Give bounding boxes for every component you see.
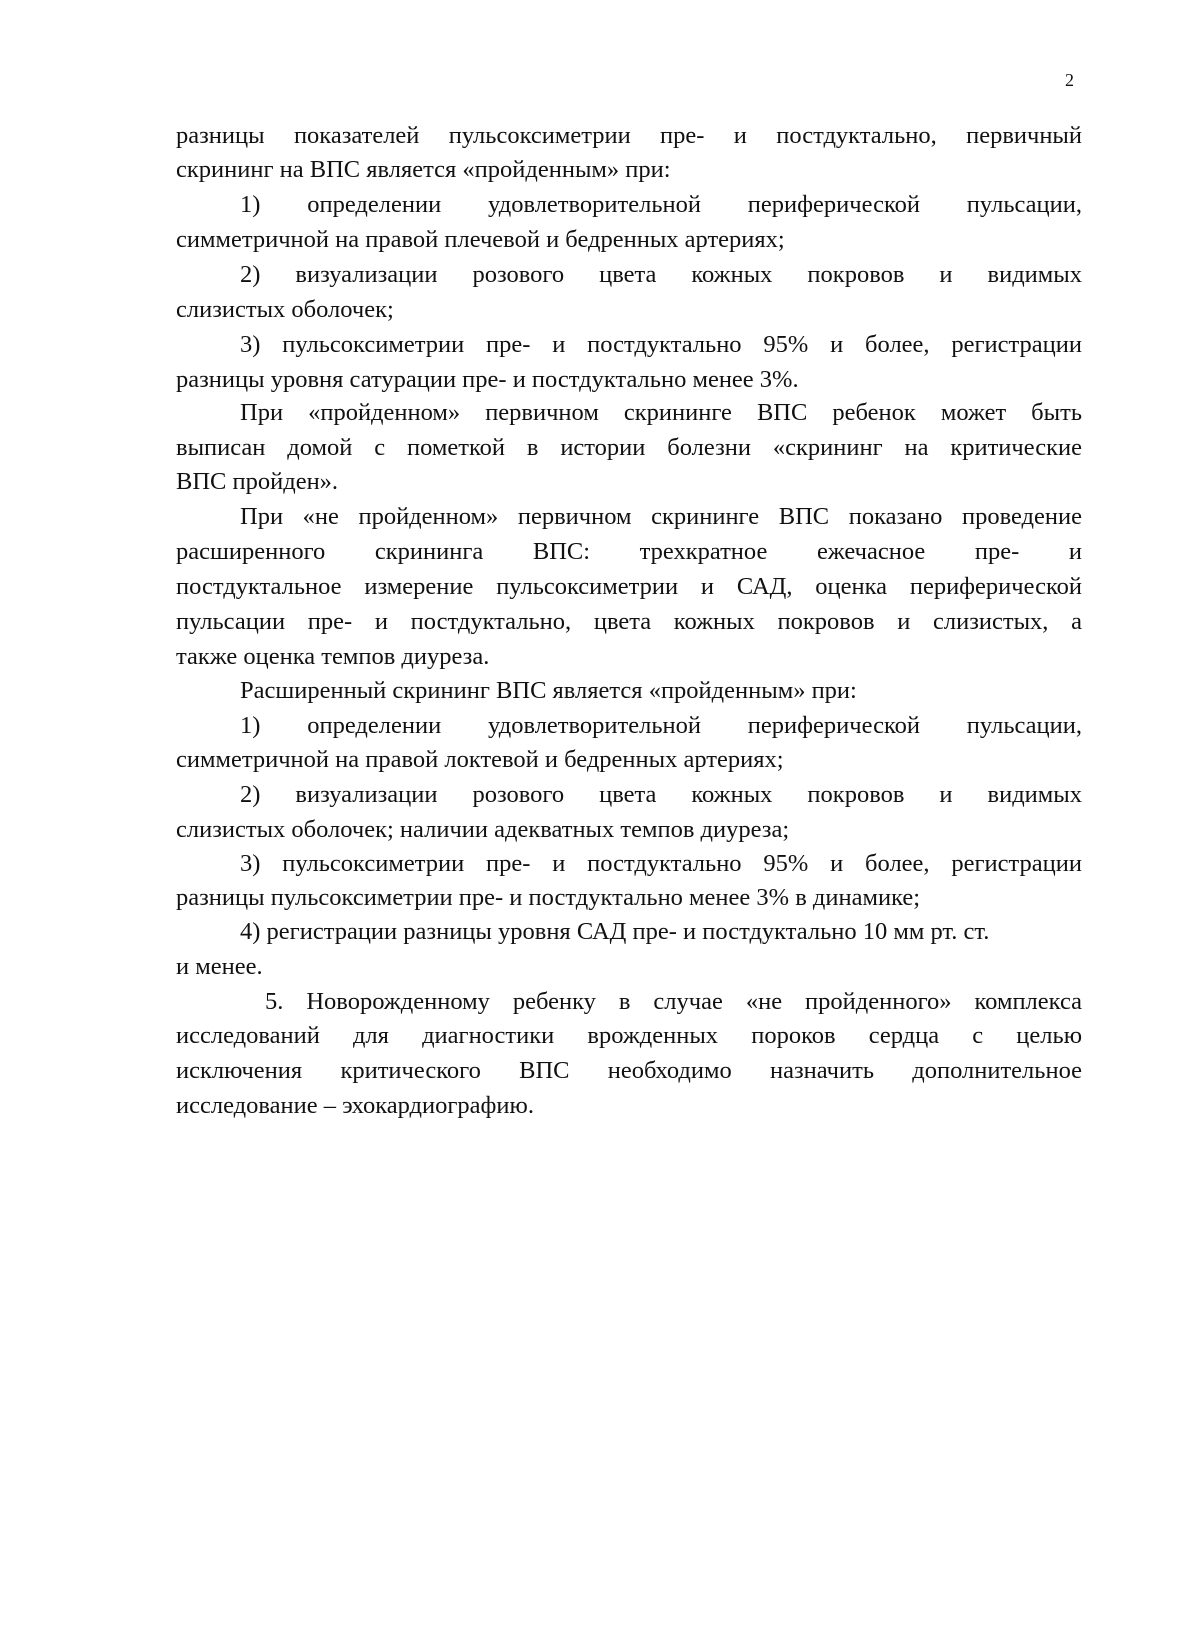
text-line: слизистых оболочек; наличии адекватных темпов диуреза; bbox=[176, 816, 790, 843]
text-line: исключения критического ВПС необходимо назначить дополнительное bbox=[176, 1057, 1082, 1084]
list-item-text: 3) пульсоксиметрии пре- и постдуктально 95% и более, регистрации bbox=[240, 850, 1082, 877]
text-line: выписан домой с пометкой в истории болезни «скрининг на критические bbox=[176, 434, 1082, 461]
page-number: 2 bbox=[1065, 70, 1074, 90]
text-line: пульсации пре- и постдуктально, цвета кожных покровов и слизистых, а bbox=[176, 608, 1082, 635]
list-item-text: 2) визуализации розового цвета кожных покровов и видимых bbox=[240, 781, 1082, 808]
paragraph-text: Расширенный скрининг ВПС является «пройденным» при: bbox=[240, 677, 857, 704]
list-item-text: 3) пульсоксиметрии пре- и постдуктально 95% и более, регистрации bbox=[240, 331, 1082, 358]
text-line: скрининг на ВПС является «пройденным» при: bbox=[176, 156, 671, 183]
text-line: расширенного скрининга ВПС: трехкратное ежечасное пре- и bbox=[176, 538, 1082, 565]
text-line: разницы пульсоксиметрии пре- и постдуктально менее 3% в динамике; bbox=[176, 884, 921, 911]
paragraph-text: При «не пройденном» первичном скрининге ВПС показано проведение bbox=[240, 503, 1082, 530]
text-line: симметричной на правой плечевой и бедренных артериях; bbox=[176, 226, 785, 253]
text-line: симметричной на правой локтевой и бедренных артериях; bbox=[176, 746, 784, 773]
text-line: слизистых оболочек; bbox=[176, 296, 394, 323]
list-item-text: 2) визуализации розового цвета кожных покровов и видимых bbox=[240, 261, 1082, 288]
paragraph-text: 5. Новорожденному ребенку в случае «не пройденного» комплекса bbox=[265, 988, 1082, 1015]
text-line: постдуктальное измерение пульсоксиметрии и САД, оценка периферической bbox=[176, 573, 1082, 600]
text-line: ВПС пройден». bbox=[176, 468, 339, 495]
text-line: и менее. bbox=[176, 953, 263, 980]
text-line: разницы уровня сатурации пре- и постдуктально менее 3%. bbox=[176, 366, 799, 393]
list-item-text: 1) определении удовлетворительной периферической пульсации, bbox=[240, 712, 1082, 739]
text-line: исследование – эхокардиографию. bbox=[176, 1092, 534, 1119]
text-line: разницы показателей пульсоксиметрии пре- и постдуктально, первичный bbox=[176, 122, 1082, 149]
list-item-text: 1) определении удовлетворительной периферической пульсации, bbox=[240, 191, 1082, 218]
list-item-text: 4) регистрации разницы уровня САД пре- и постдуктально 10 мм рт. ст. bbox=[240, 918, 990, 945]
text-line: исследований для диагностики врожденных пороков сердца с целью bbox=[176, 1022, 1082, 1049]
text-line: также оценка темпов диуреза. bbox=[176, 643, 490, 670]
paragraph-text: При «пройденном» первичном скрининге ВПС ребенок может быть bbox=[240, 399, 1082, 426]
